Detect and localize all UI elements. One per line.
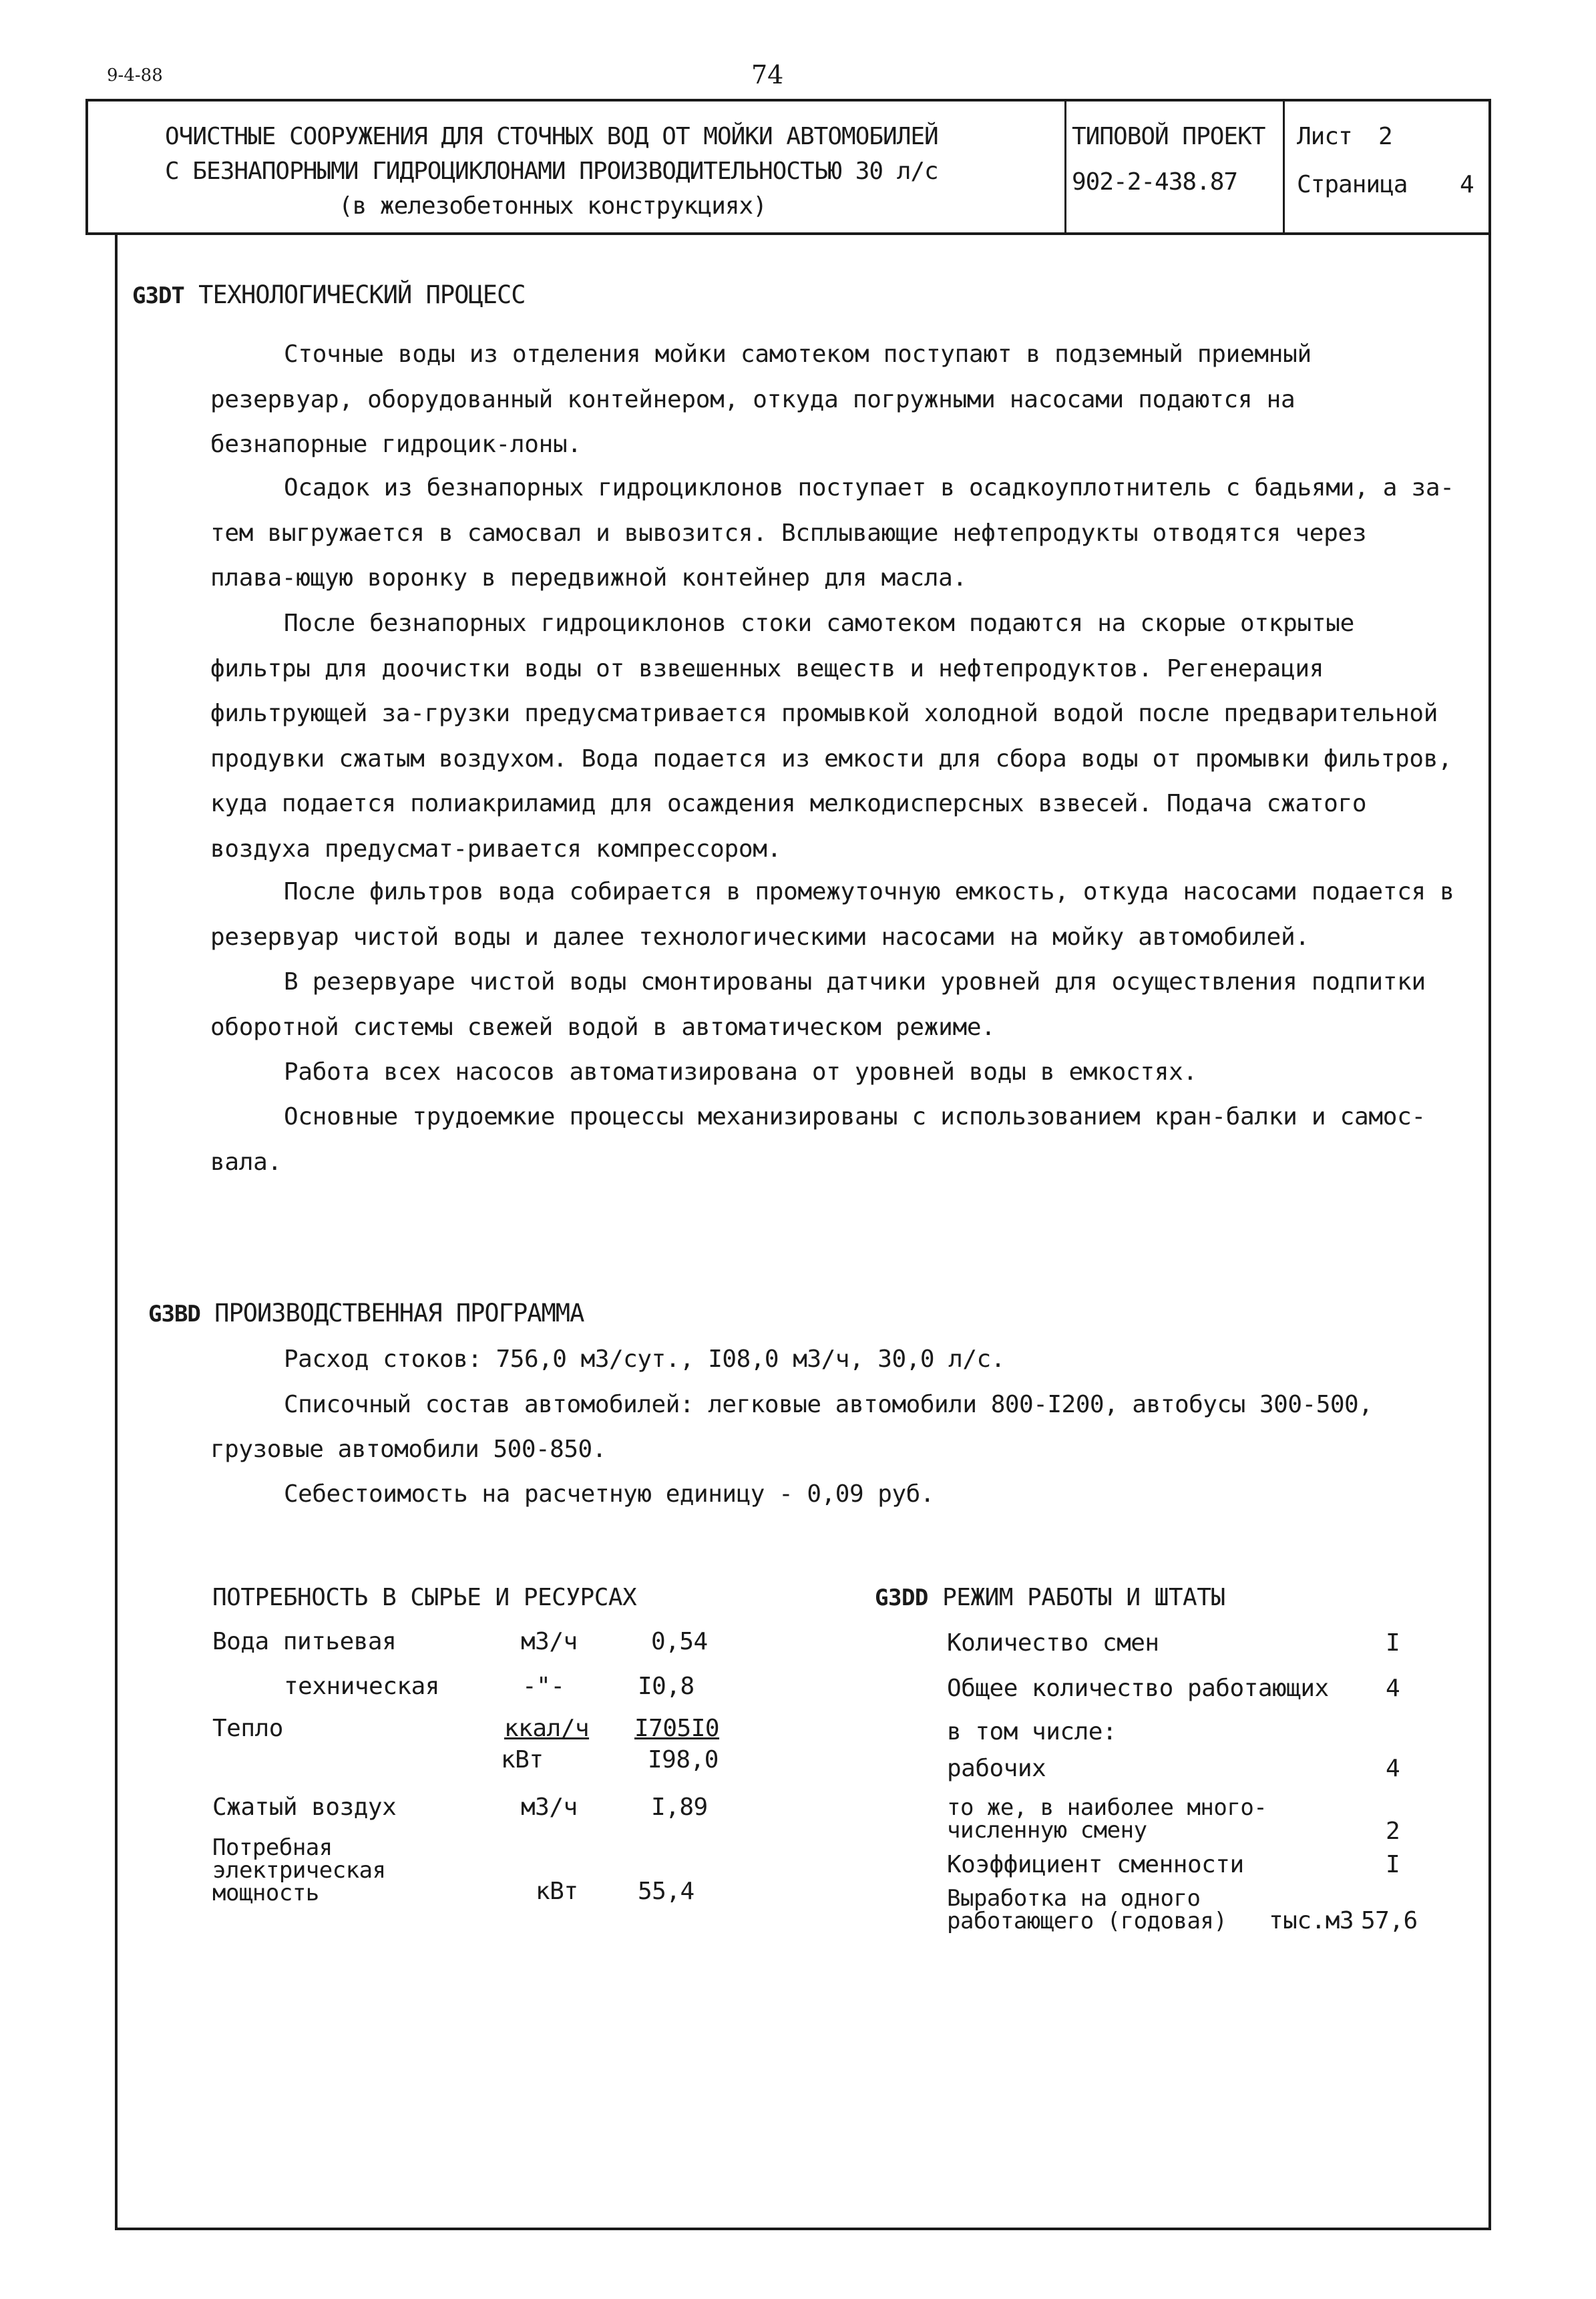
project-number: 902-2-438.87 xyxy=(1072,168,1238,196)
resource-name: Вода питьевая xyxy=(212,1628,397,1655)
sheet-label: Лист xyxy=(1297,123,1352,150)
staff-code: G3DD xyxy=(875,1585,928,1611)
resource-value: 55,4 xyxy=(638,1878,694,1905)
paragraph-1 xyxy=(210,332,1466,467)
sheet-value: 2 xyxy=(1378,123,1392,150)
staff-value: 2 xyxy=(1386,1818,1400,1845)
title-line-1: ОЧИСТНЫЕ СООРУЖЕНИЯ ДЛЯ СТОЧНЫХ ВОД ОТ МОЙКИ АВТОМОБИЛЕЙ xyxy=(165,123,938,150)
production-vehicles-1: Списочный состав автомобилей: легковые автомобили 800-I200, автобусы 300-500, xyxy=(284,1391,1373,1418)
resource-value: I,89 xyxy=(651,1794,708,1821)
production-vehicles-2: грузовые автомобили 500-850. xyxy=(210,1436,606,1463)
paragraph-4-text: После фильтров вода собирается в промежуточную емкость, откуда насосами подается в резервуар чистой воды и далее технологическими насосами на мойку автомобилей. xyxy=(210,878,1454,951)
sheet-cell xyxy=(1285,101,1488,232)
resource-name: Сжатый воздух xyxy=(212,1794,397,1821)
title-block xyxy=(85,99,1491,235)
staff-unit: тыс.м3 xyxy=(1269,1907,1354,1934)
resource-name: Потребная xyxy=(212,1834,333,1861)
staff-label: Выработка на одного xyxy=(947,1885,1201,1912)
staff-title: РЕЖИМ РАБОТЫ И ШТАТЫ xyxy=(942,1584,1225,1611)
resource-unit: м3/ч xyxy=(521,1628,578,1655)
page-number: 74 xyxy=(751,60,784,89)
staff-label: Коэффициент сменности xyxy=(947,1851,1244,1878)
project-label: ТИПОВОЙ ПРОЕКТ xyxy=(1072,123,1265,150)
staff-label: Количество смен xyxy=(947,1629,1159,1657)
production-flow: Расход стоков: 756,0 м3/сут., I08,0 м3/ч, 30,0 л/с. xyxy=(284,1345,1005,1373)
staff-value: 57,6 xyxy=(1361,1907,1418,1934)
resource-name-line3: мощность xyxy=(212,1880,319,1906)
resource-unit: м3/ч xyxy=(521,1794,578,1821)
paragraph-7 xyxy=(210,1094,1466,1185)
production-cost: Себестоимость на расчетную единицу - 0,09 руб. xyxy=(284,1480,934,1508)
title-line-2: С БЕЗНАПОРНЫМИ ГИДРОЦИКЛОНАМИ ПРОИЗВОДИТЕЛЬНОСТЬЮ 30 л/с xyxy=(165,158,938,185)
resource-name-line2: электрическая xyxy=(212,1857,386,1884)
resource-unit: ккал/ч xyxy=(504,1715,590,1742)
staff-value: I xyxy=(1386,1629,1400,1657)
paragraph-3 xyxy=(210,601,1466,871)
section2-heading xyxy=(148,1299,584,1327)
section1-code: G3DT xyxy=(132,282,184,309)
paragraph-2-text: Осадок из безнапорных гидроциклонов поступает в осадкоуплотнитель с бадьями, а за-тем выгружается в самосвал и вывозится. Всплывающие нефтепродукты отводятся через плава-ющую воронку в передвижной контейнер для масла. xyxy=(210,474,1454,592)
paragraph-7-text: Основные трудоемкие процессы механизированы с использованием кран-балки и самос-вала. xyxy=(210,1103,1426,1176)
paragraph-5-text: В резервуаре чистой воды смонтированы датчики уровней для осуществления подпитки оборотной системы свежей водой в автоматическом режиме. xyxy=(210,968,1426,1041)
section1-heading xyxy=(132,280,526,309)
staff-label: в том числе: xyxy=(947,1718,1117,1745)
staff-label: рабочих xyxy=(947,1755,1046,1782)
page-label: Страница xyxy=(1297,171,1408,198)
paragraph-4 xyxy=(210,869,1466,960)
paragraph-2 xyxy=(210,465,1466,601)
staff-value: I xyxy=(1386,1851,1400,1878)
section1-title: ТЕХНОЛОГИЧЕСКИЙ ПРОЦЕСС xyxy=(198,280,526,309)
paragraph-1-text: Сточные воды из отделения мойки самотеком поступают в подземный приемный резервуар, оборудованный контейнером, откуда погружными насосами подаются на безнапорные гидроцик-лоны. xyxy=(210,341,1312,458)
paragraph-3-text: После безнапорных гидроциклонов стоки самотеком подаются на скорые открытые фильтры для доочистки воды от взвешенных веществ и нефтепродуктов. Регенерация фильтрующей за-грузки предусматривается промывкой холодной водой после предварительной продувки сжатым воздухом. Вода подается из емкости для сбора воды от промывки фильтров, куда подается полиакриламид для осаждения мелкодисперсных взвесей. Подача сжатого воздуха предусмат-ривается компрессором. xyxy=(210,610,1452,863)
staff-value: 4 xyxy=(1386,1675,1400,1702)
resource-name: Тепло xyxy=(212,1715,283,1742)
resource-value: 0,54 xyxy=(651,1628,708,1655)
staff-label-line2: работающего (годовая) xyxy=(947,1908,1227,1934)
paragraph-6 xyxy=(210,1050,1466,1095)
staff-value: 4 xyxy=(1386,1755,1400,1782)
section2-code: G3BD xyxy=(148,1301,200,1327)
resource-unit: кВт xyxy=(536,1878,578,1905)
project-cell xyxy=(1066,101,1285,232)
document-code: 9-4-88 xyxy=(107,65,163,85)
title-line-3: (в железобетонных конструкциях) xyxy=(339,192,767,220)
resource-value: I0,8 xyxy=(638,1673,694,1700)
staff-label: Общее количество работающих xyxy=(947,1675,1329,1702)
resource-unit: -"- xyxy=(522,1673,565,1700)
resources-title: ПОТРЕБНОСТЬ В СЫРЬЕ И РЕСУРСАХ xyxy=(212,1584,637,1611)
title-cell xyxy=(88,101,1066,232)
paragraph-6-text: Работа всех насосов автоматизирована от уровней воды в емкостях. xyxy=(284,1058,1197,1086)
paragraph-5 xyxy=(210,960,1466,1050)
resource-name: техническая xyxy=(284,1673,439,1700)
staff-label: то же, в наиболее много- xyxy=(947,1794,1267,1821)
section2-title: ПРОИЗВОДСТВЕННАЯ ПРОГРАММА xyxy=(214,1299,584,1327)
page-value: 4 xyxy=(1460,171,1474,198)
staff-label-line2: численную смену xyxy=(947,1817,1147,1844)
staff-heading xyxy=(875,1584,1225,1611)
resource-unit: кВт xyxy=(501,1746,544,1773)
resource-value: I705I0 xyxy=(634,1715,720,1742)
resource-value: I98,0 xyxy=(648,1746,719,1773)
